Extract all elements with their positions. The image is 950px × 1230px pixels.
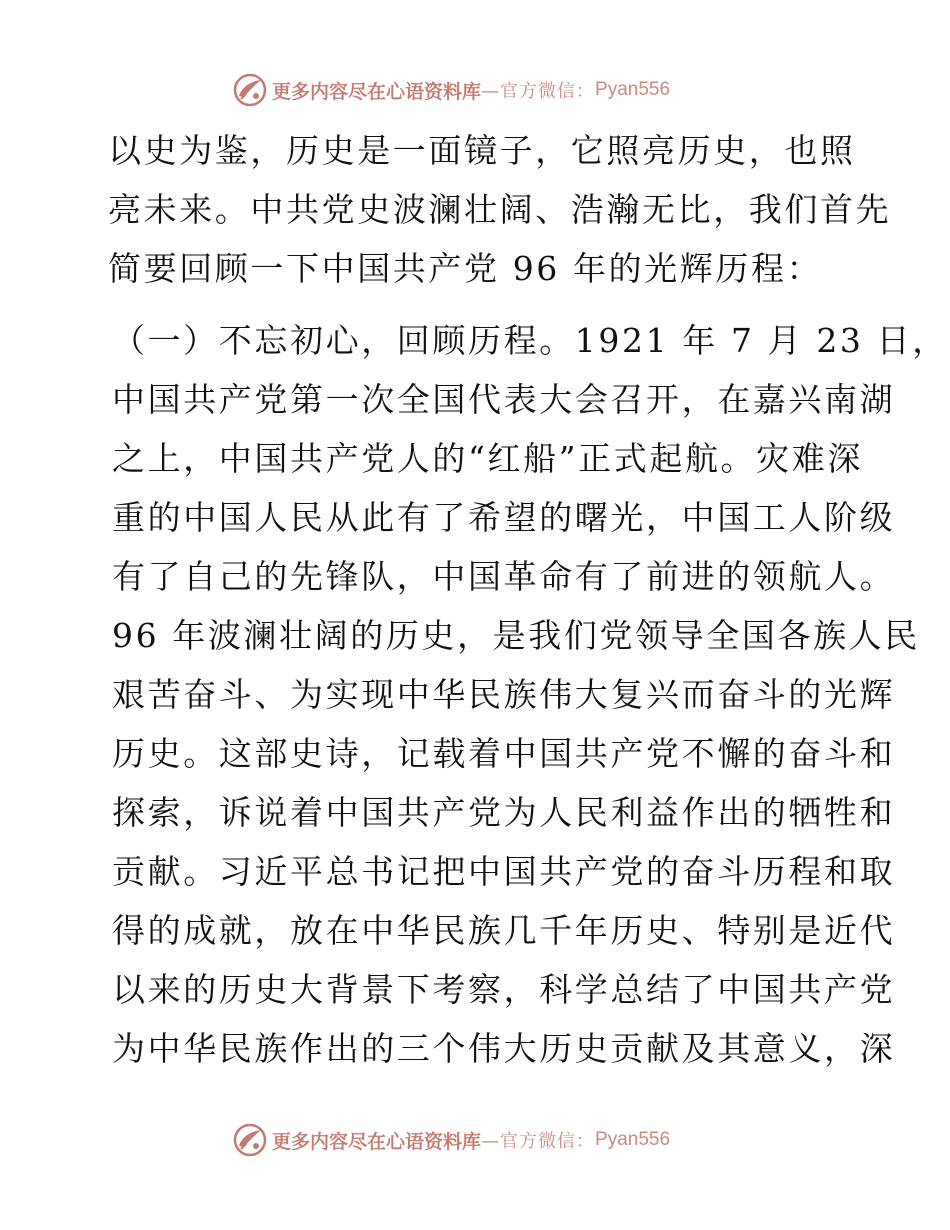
paragraph-intro (98, 121, 892, 298)
watermark-slogan: 更多内容尽在心语资料库 (272, 1130, 482, 1153)
text-line: 亮未来。中共党史波澜壮阔、浩瀚无比，我们首先 (108, 190, 892, 229)
watermark-wechat-label: —官方微信： (481, 81, 596, 102)
watermark-slogan: 更多内容尽在心语资料库 (272, 80, 482, 103)
watermark-wechat-label: —官方微信： (481, 1131, 596, 1152)
watermark-wechat-id: Pyan556 (595, 79, 671, 100)
text-line: 以史为鉴，历史是一面镜子，它照亮历史，也照 (108, 131, 856, 170)
text-line: 96 年波澜壮阔的历史，是我们党领导全国各族人民 (112, 616, 920, 655)
text-line: 得的成就，放在中华民族几千年历史、特别是近代 (112, 911, 896, 950)
watermark-wechat-id: Pyan556 (595, 1129, 671, 1150)
text-line: 探索，诉说着中国共产党为人民利益作出的牺牲和 (112, 793, 896, 832)
text-line: 贡献。习近平总书记把中国共产党的奋斗历程和取 (112, 852, 896, 891)
document-body (98, 121, 948, 1078)
text-line: 简要回顾一下中国共产党 96 年的光辉历程： (108, 249, 823, 288)
text-line: 有了自己的先锋队，中国革命有了前进的领航人。 (112, 557, 896, 596)
text-line: 之上，中国共产党人的“红船”正式起航。灾难深 (112, 439, 863, 478)
header-watermark (232, 70, 752, 110)
text-line: （一）不忘初心，回顾历程。1921 年 7 月 23 日， (112, 321, 948, 360)
paragraph-section-one (98, 311, 948, 1078)
text-line: 以来的历史大背景下考察，科学总结了中国共产党 (112, 970, 896, 1009)
text-line: 艰苦奋斗、为实现中华民族伟大复兴而奋斗的光辉 (112, 675, 896, 714)
text-line: 重的中国人民从此有了希望的曙光，中国工人阶级 (112, 498, 896, 537)
pen-logo-icon (232, 72, 268, 108)
text-line: 中国共产党第一次全国代表大会召开，在嘉兴南湖 (112, 380, 896, 419)
pen-logo-icon (232, 1122, 268, 1158)
text-line: 历史。这部史诗，记载着中国共产党不懈的奋斗和 (112, 734, 896, 773)
text-line: 为中华民族作出的三个伟大历史贡献及其意义，深 (112, 1029, 896, 1068)
footer-watermark (232, 1120, 752, 1160)
